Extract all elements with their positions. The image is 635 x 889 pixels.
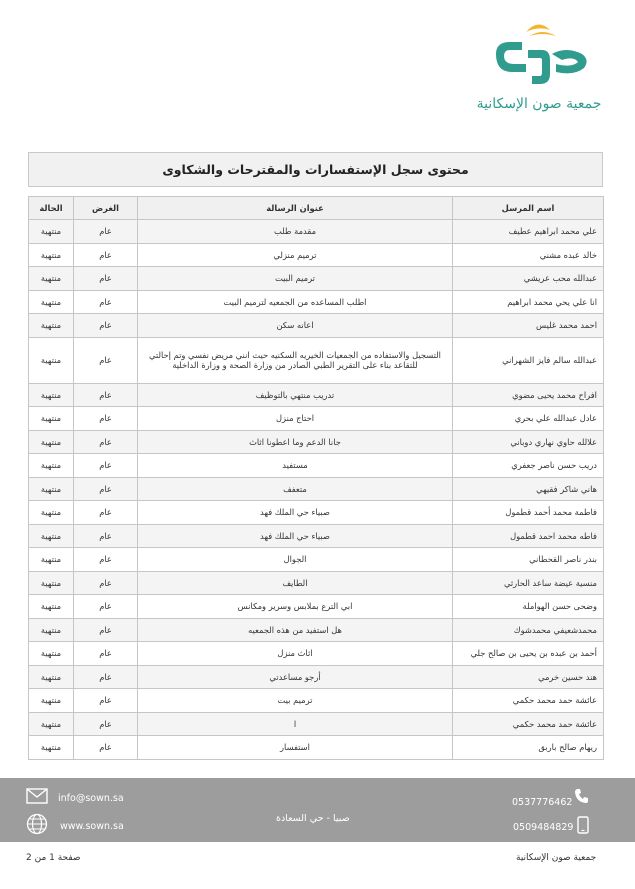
cell-subject: هل استفيد من هذه الجمعيه [138,618,453,642]
cell-sender: منسية عيضة ساعد الحارثي [453,571,604,595]
cell-subject: صبياء حي الملك فهد [138,524,453,548]
cell-subject: اثاث منزل [138,642,453,666]
sown-logo-icon [486,14,598,96]
cell-sender: فاطه محمد احمد قطمول [453,524,604,548]
cell-sender: علي محمد ابراهيم عطيف [453,220,604,244]
table-row [29,454,604,478]
cell-status: منتهية [29,407,74,431]
cell-status: منتهية [29,430,74,454]
table-row [29,430,604,454]
table-body [29,220,604,760]
cell-status: منتهية [29,220,74,244]
mobile-icon [577,816,589,834]
cell-sender: افراح محمد يحيى مضوي [453,383,604,407]
globe-icon [26,813,48,835]
cell-status: منتهية [29,337,74,383]
cell-sender: عادل عبدالله علي بحري [453,407,604,431]
cell-purpose: عام [74,383,138,407]
cell-subject: ترميم منزلي [138,243,453,267]
table-row [29,618,604,642]
cell-subject: صبياء حي الملك فهد [138,501,453,525]
cell-purpose: عام [74,642,138,666]
cell-status: منتهية [29,595,74,619]
header-purpose: الغرض [74,197,138,220]
cell-sender: هند حسين خرمي [453,665,604,689]
cell-sender: هاني شاكر فقيهي [453,477,604,501]
cell-subject: ترميم بيت [138,689,453,713]
table-row [29,314,604,338]
cell-status: منتهية [29,267,74,291]
cell-purpose: عام [74,665,138,689]
cell-sender: انا علي يحي محمد ابراهيم [453,290,604,314]
cell-purpose: عام [74,736,138,760]
table-row [29,665,604,689]
cell-purpose: عام [74,243,138,267]
cell-sender: علالله حاوي نهاري دوباني [453,430,604,454]
cell-purpose: عام [74,524,138,548]
cell-subject: الجوال [138,548,453,572]
cell-status: منتهية [29,383,74,407]
table-row [29,524,604,548]
cell-subject: ا [138,712,453,736]
cell-purpose: عام [74,314,138,338]
table-row [29,267,604,291]
cell-status: منتهية [29,571,74,595]
cell-purpose: عام [74,407,138,431]
cell-subject: تدريب منتهي بالتوظيف [138,383,453,407]
document-title: محتوى سجل الإستفسارات والمقترحات والشكاوى [28,152,603,187]
table-row [29,689,604,713]
cell-status: منتهية [29,665,74,689]
table-row [29,501,604,525]
table-row [29,712,604,736]
page-number: صفحة 1 من 2 [26,853,81,863]
cell-purpose: عام [74,267,138,291]
cell-purpose: عام [74,712,138,736]
cell-sender: فاطمة محمد أحمد قطمول [453,501,604,525]
header-sender: اسم المرسل [453,197,604,220]
cell-status: منتهية [29,314,74,338]
cell-purpose: عام [74,430,138,454]
cell-subject: متعفف [138,477,453,501]
cell-purpose: عام [74,337,138,383]
table-row [29,642,604,666]
cell-status: منتهية [29,642,74,666]
cell-purpose: عام [74,501,138,525]
table-row [29,290,604,314]
header-subject: عنوان الرسالة [138,197,453,220]
cell-subject: اطلب المساعده من الجمعيه لترميم البيت [138,290,453,314]
table-row [29,220,604,244]
records-table [28,196,604,760]
cell-status: منتهية [29,524,74,548]
cell-status: منتهية [29,243,74,267]
header-status: الحالة [29,197,74,220]
cell-status: منتهية [29,477,74,501]
cell-subject: مقدمة طلب [138,220,453,244]
table-row [29,595,604,619]
cell-status: منتهية [29,454,74,478]
cell-subject: احتاج منزل [138,407,453,431]
cell-purpose: عام [74,290,138,314]
cell-sender: دريب حسن ناصر جعفري [453,454,604,478]
cell-purpose: عام [74,571,138,595]
table-row [29,383,604,407]
cell-status: منتهية [29,290,74,314]
cell-purpose: عام [74,618,138,642]
cell-sender: عبدالله محب عريشي [453,267,604,291]
cell-sender: وضحى حسن الهواملة [453,595,604,619]
cell-sender: احمد محمد غليس [453,314,604,338]
cell-purpose: عام [74,220,138,244]
phone-icon [574,788,590,804]
table-row [29,571,604,595]
cell-subject: استفسار [138,736,453,760]
cell-subject: جانا الدعم وما اعطونا اثاث [138,430,453,454]
footer-org-name: جمعية صون الإسكانية [516,853,597,863]
table-row [29,477,604,501]
cell-sender: عبدالله سالم فايز الشهراني [453,337,604,383]
organization-logo [474,14,610,124]
table-row [29,548,604,572]
contact-footer [0,778,635,842]
cell-sender: عائشة حمد محمد حكمي [453,712,604,736]
organization-name: جمعية صون الإسكانية [476,96,602,112]
cell-purpose: عام [74,454,138,478]
cell-sender: أحمد بن عبده بن يحيى بن صالح جلي [453,642,604,666]
table-row [29,243,604,267]
cell-sender: محمدشعيفي محمدشوك [453,618,604,642]
email-icon [26,788,48,804]
cell-subject: اعانه سكن [138,314,453,338]
cell-sender: عائشة حمد محمد حكمي [453,689,604,713]
cell-subject: الطايف [138,571,453,595]
cell-purpose: عام [74,477,138,501]
cell-status: منتهية [29,689,74,713]
cell-subject: ترميم البيت [138,267,453,291]
cell-subject: ابي الترع بملابس وسرير ومكانس [138,595,453,619]
table-header-row [29,197,604,220]
address-text: صبيا - حي السعادة [276,813,350,824]
table-row [29,736,604,760]
website-text[interactable]: www.sown.sa [60,821,124,832]
cell-sender: ريهام صالح باربق [453,736,604,760]
cell-subject: أرجو مساعدتي [138,665,453,689]
cell-status: منتهية [29,736,74,760]
cell-subject: التسجيل والاستفاده من الجمعيات الخيريه السكنيه حيث انني مريض نفسي وتم إحالتي للتقاعد بناء على التقرير الطبي الصادر من وزارة الصحة و وزارة الداخلية [138,337,453,383]
email-text[interactable]: info@sown.sa [58,793,124,804]
phone-text[interactable]: 0537776462 [512,797,573,808]
cell-purpose: عام [74,689,138,713]
cell-sender: خالد عبده مشني [453,243,604,267]
cell-sender: بندر ناصر القحطاني [453,548,604,572]
cell-purpose: عام [74,548,138,572]
cell-status: منتهية [29,618,74,642]
cell-subject: مستفيد [138,454,453,478]
cell-status: منتهية [29,501,74,525]
table-row [29,337,604,383]
table-row [29,407,604,431]
mobile-text[interactable]: 0509484829 [513,822,574,833]
cell-purpose: عام [74,595,138,619]
cell-status: منتهية [29,548,74,572]
cell-status: منتهية [29,712,74,736]
